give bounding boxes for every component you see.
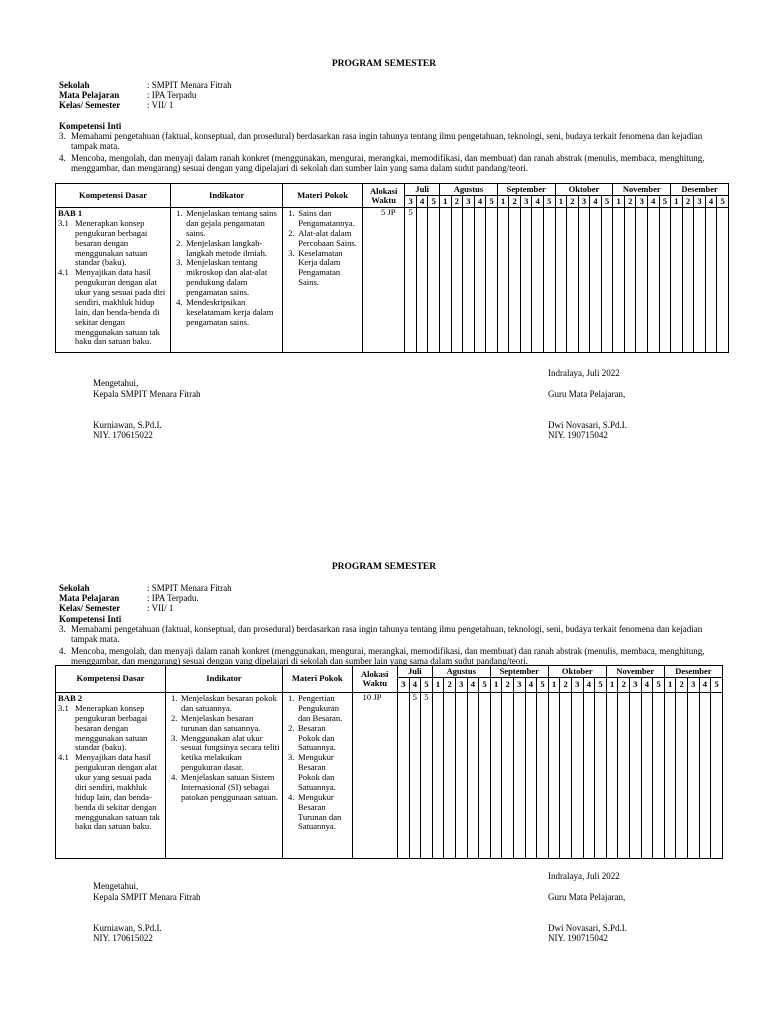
header-week: 5 bbox=[421, 678, 433, 693]
cell-kompetensi-dasar bbox=[56, 693, 166, 859]
kd-item bbox=[58, 753, 163, 832]
ki-text: Mencoba, mengolah, dan menyaji dalam ranah konkret (menggunakan, mengurai, merangkai, memodifikasi, dan membuat) dan ranah abstrak (menulis, membaca, menghitung, menggambar, dan mengarang) sesuai dengan yang dipelajari di sekolah dan sumber lain yang sama dalam sudut pandang/teori. bbox=[71, 645, 705, 667]
header-week: 3 bbox=[578, 196, 590, 208]
week-mark bbox=[479, 693, 491, 859]
header-month: Desember bbox=[671, 184, 729, 196]
week-mark: 5 bbox=[405, 208, 417, 353]
identity-value: : VII/ 1 bbox=[147, 603, 174, 613]
kd-text: Menerapkan konsep pengukuran berbagai besaran dengan menggunakan satuan standar (baku). bbox=[75, 702, 148, 753]
kd-text: Menyajikan data hasil pengukuran dengan alat ukur yang sesuai pada diri sendiri, makhluk hidup lain, dan benda-benda di sekitar dengan menggunakan satuan tak baku dan satuan baku. bbox=[75, 752, 160, 832]
indikator-item bbox=[168, 734, 280, 774]
week-mark bbox=[397, 693, 409, 859]
header-week: 2 bbox=[624, 196, 636, 208]
indikator-number: 1. bbox=[170, 693, 178, 703]
indikator-item bbox=[168, 773, 280, 803]
week-mark bbox=[560, 693, 572, 859]
week-mark bbox=[432, 693, 444, 859]
indikator-number: 2. bbox=[176, 237, 183, 248]
kd-number: 4.1 bbox=[58, 752, 69, 763]
week-mark bbox=[548, 693, 560, 859]
identity-label: Mata Pelajaran bbox=[59, 593, 120, 603]
header-week: 3 bbox=[687, 678, 699, 693]
header-week: 1 bbox=[671, 196, 683, 208]
identity-value: : VII/ 1 bbox=[147, 100, 174, 110]
header-week: 1 bbox=[490, 678, 502, 693]
header-indikator: Indikator bbox=[171, 184, 283, 208]
indikator-item bbox=[168, 714, 280, 734]
ki-item bbox=[59, 646, 719, 667]
week-mark bbox=[653, 693, 665, 859]
identity-value: : IPA Terpadu. bbox=[147, 593, 199, 603]
header-month: Oktober bbox=[548, 666, 606, 678]
week-mark bbox=[676, 693, 688, 859]
header-week: 5 bbox=[537, 678, 549, 693]
week-mark bbox=[571, 693, 583, 859]
ki-number: 4. bbox=[59, 152, 66, 163]
materi-number: 3. bbox=[287, 752, 295, 763]
indikator-text: Menjelaskan besaran pokok dan satuannya. bbox=[180, 693, 277, 713]
identity-label: Kelas/ Semester bbox=[59, 603, 121, 613]
week-mark bbox=[618, 693, 630, 859]
materi-text: Mengukur Besaran Pokok dan Satuannya. bbox=[297, 752, 336, 792]
week-mark bbox=[629, 693, 641, 859]
indikator-number: 4. bbox=[170, 772, 178, 782]
header-week: 1 bbox=[497, 196, 509, 208]
header-week: 4 bbox=[416, 196, 428, 208]
header-week: 5 bbox=[601, 196, 613, 208]
header-week: 2 bbox=[682, 196, 694, 208]
materi-item bbox=[285, 724, 350, 754]
week-mark bbox=[606, 693, 618, 859]
sign-right-name: Dwi Novasari, S.Pd.I. bbox=[548, 420, 627, 430]
ki-number: 3. bbox=[59, 131, 66, 141]
ki-number: 3. bbox=[59, 624, 66, 634]
header-week: 5 bbox=[544, 196, 556, 208]
week-mark bbox=[444, 693, 456, 859]
sign-right-line2: Guru Mata Pelajaran, bbox=[548, 389, 626, 399]
indikator-number: 4. bbox=[176, 296, 183, 307]
header-month: November bbox=[606, 666, 664, 678]
page-title: PROGRAM SEMESTER bbox=[331, 562, 437, 572]
sign-left-line2: Kepala SMPIT Menara Fitrah bbox=[93, 892, 201, 902]
header-week: 1 bbox=[664, 678, 676, 693]
header-week: 2 bbox=[676, 678, 688, 693]
week-mark: 5 bbox=[409, 693, 421, 859]
program-table bbox=[55, 665, 723, 859]
sign-right-niy: NIY. 190715042 bbox=[548, 430, 608, 440]
header-week: 1 bbox=[440, 196, 452, 208]
header-week: 3 bbox=[571, 678, 583, 693]
materi-item bbox=[285, 793, 350, 833]
ki-heading: Kompetensi Inti bbox=[59, 614, 122, 624]
sign-right-line2: Guru Mata Pelajaran, bbox=[548, 892, 626, 902]
header-week: 3 bbox=[629, 678, 641, 693]
header-week: 5 bbox=[479, 678, 491, 693]
header-week: 4 bbox=[705, 196, 717, 208]
ki-number: 4. bbox=[59, 645, 66, 656]
header-week: 4 bbox=[532, 196, 544, 208]
sign-left-name: Kurniawan, S.Pd.I. bbox=[93, 923, 162, 933]
header-week: 5 bbox=[486, 196, 498, 208]
header-week: 5 bbox=[653, 678, 665, 693]
sign-left-name: Kurniawan, S.Pd.I. bbox=[93, 420, 162, 430]
identity-row-sekolah bbox=[59, 583, 232, 593]
indikator-text: Menjelaskan besaran turunan dan satuannya. bbox=[180, 712, 261, 733]
header-week: 1 bbox=[548, 678, 560, 693]
materi-number: 1. bbox=[288, 208, 295, 218]
identity-row-kelas bbox=[59, 603, 173, 613]
header-week: 3 bbox=[694, 196, 706, 208]
header-month: Agustus bbox=[432, 666, 490, 678]
header-week: 2 bbox=[560, 678, 572, 693]
week-mark bbox=[467, 693, 479, 859]
materi-text: Mengukur Besaran Turunan dan Satuannya. bbox=[297, 791, 342, 832]
materi-text: Sains dan Pengamatannya. bbox=[298, 208, 355, 228]
week-mark bbox=[641, 693, 653, 859]
header-week: 5 bbox=[659, 196, 671, 208]
header-week: 5 bbox=[595, 678, 607, 693]
header-week: 4 bbox=[590, 196, 602, 208]
bab-label: BAB 1 bbox=[58, 208, 83, 218]
header-materi-pokok: Materi Pokok bbox=[283, 184, 363, 208]
header-week: 4 bbox=[583, 678, 595, 693]
header-week: 2 bbox=[509, 196, 521, 208]
materi-number: 2. bbox=[288, 227, 295, 238]
kd-text: Menyajikan data hasil pengukuran dengan alat ukur yang sesuai pada diri sendiri, makhluk hidup lain, dan benda-benda di sekitar dengan menggunakan satuan tak baku dan satuan baku. bbox=[75, 267, 166, 347]
week-mark bbox=[490, 693, 502, 859]
week-mark bbox=[583, 693, 595, 859]
week-mark bbox=[711, 693, 723, 859]
week-mark bbox=[699, 693, 711, 859]
identity-label: Mata Pelajaran bbox=[59, 90, 120, 100]
bab-label: BAB 2 bbox=[58, 693, 83, 703]
header-month: November bbox=[613, 184, 671, 196]
week-mark bbox=[537, 693, 549, 859]
indikator-text: Menggunakan alat ukur sesuai fungsinya secara teliti ketika melakukan pengukuran dasar. bbox=[180, 732, 280, 773]
header-week: 4 bbox=[525, 678, 537, 693]
indikator-number: 1. bbox=[176, 208, 183, 218]
sign-left-niy: NIY. 170615022 bbox=[93, 430, 153, 440]
header-week: 5 bbox=[717, 196, 729, 208]
kd-number: 3.1 bbox=[58, 217, 69, 228]
header-month: Desember bbox=[664, 666, 722, 678]
header-week: 2 bbox=[451, 196, 463, 208]
header-alokasi-waktu: Alokasi Waktu bbox=[352, 666, 397, 693]
header-month: September bbox=[497, 184, 555, 196]
sign-left-niy: NIY. 170615022 bbox=[93, 933, 153, 943]
sign-left-line1: Mengetahui, bbox=[93, 378, 139, 388]
header-week: 4 bbox=[699, 678, 711, 693]
header-materi-pokok: Materi Pokok bbox=[282, 666, 352, 693]
week-mark: 5 bbox=[421, 693, 433, 859]
week-mark bbox=[595, 693, 607, 859]
sign-left-line1: Mengetahui, bbox=[93, 881, 139, 891]
header-alokasi-waktu: Alokasi Waktu bbox=[362, 184, 404, 208]
cell-materi-pokok bbox=[282, 693, 352, 859]
indikator-text: Menjelaskan tentang mikroskop dan alat-alat pendukung dalam pengamatan sains. bbox=[186, 257, 268, 297]
kd-item bbox=[58, 704, 163, 753]
materi-number: 1. bbox=[287, 693, 295, 703]
header-month: September bbox=[490, 666, 548, 678]
header-indikator: Indikator bbox=[165, 666, 282, 693]
header-week: 4 bbox=[474, 196, 486, 208]
page-title: PROGRAM SEMESTER bbox=[331, 59, 437, 69]
header-month: Agustus bbox=[440, 184, 498, 196]
header-week: 2 bbox=[567, 196, 579, 208]
header-month: Juli bbox=[405, 184, 440, 196]
identity-label: Kelas/ Semester bbox=[59, 100, 121, 110]
indikator-text: Menjelaskan satuan Sistem Internasional (SI) sebagai patokan penggunaan satuan. bbox=[180, 772, 279, 802]
kd-number: 3.1 bbox=[58, 702, 69, 713]
place-date: Indralaya, Juli 2022 bbox=[548, 368, 620, 378]
sign-right-niy: NIY. 190715042 bbox=[548, 933, 608, 943]
identity-value: : SMPIT Menara Fitrah bbox=[147, 80, 232, 90]
header-month: Juli bbox=[397, 666, 432, 678]
materi-text: Keselamatan Kerja dalam Pengamatan Sains. bbox=[298, 247, 343, 288]
cell-alokasi-waktu: 5 JP bbox=[362, 208, 404, 353]
ki-item bbox=[59, 624, 719, 645]
cell-indikator bbox=[165, 693, 282, 859]
header-week: 3 bbox=[405, 196, 417, 208]
header-week: 1 bbox=[432, 678, 444, 693]
header-week: 4 bbox=[409, 678, 421, 693]
materi-number: 4. bbox=[287, 791, 295, 802]
materi-number: 2. bbox=[287, 722, 295, 733]
kd-number: 4.1 bbox=[58, 267, 69, 278]
indikator-number: 3. bbox=[176, 257, 183, 268]
sign-right-name: Dwi Novasari, S.Pd.I. bbox=[548, 923, 627, 933]
header-week: 3 bbox=[455, 678, 467, 693]
header-kompetensi-dasar: Kompetensi Dasar bbox=[56, 666, 166, 693]
materi-text: Alat-alat dalam Percobaan Sains. bbox=[298, 227, 357, 248]
identity-value: : SMPIT Menara Fitrah bbox=[147, 583, 232, 593]
ki-text: Mencoba, mengolah, dan menyaji dalam ranah konkret (menggunakan, mengurai, merangkai, memodifikasi, dan membuat) dan ranah abstrak (menulis, membaca, menghitung, menggambar, dan mengarang) sesuai dengan yang dipelajari di sekolah dan sumber lain yang sama dalam sudut pandang/teori. bbox=[71, 152, 705, 174]
header-week: 5 bbox=[711, 678, 723, 693]
header-week: 2 bbox=[618, 678, 630, 693]
identity-label: Sekolah bbox=[59, 583, 90, 593]
sign-left-line2: Kepala SMPIT Menara Fitrah bbox=[93, 389, 201, 399]
indikator-item bbox=[168, 694, 280, 714]
header-month: Oktober bbox=[555, 184, 613, 196]
indikator-number: 3. bbox=[170, 732, 178, 743]
materi-number: 3. bbox=[288, 247, 295, 258]
identity-value: : IPA Terpadu bbox=[147, 90, 197, 100]
cell-alokasi-waktu: 10 JP bbox=[352, 693, 397, 859]
header-week: 4 bbox=[648, 196, 660, 208]
ki-list bbox=[59, 624, 719, 666]
week-mark bbox=[687, 693, 699, 859]
ki-text: Memahami pengetahuan (faktual, konseptual, dan prosedural) berdasarkan rasa ingin tahunya tentang ilmu pengetahuan, teknologi, seni, budaya terkait fenomena dan kejadian tampak mata. bbox=[71, 624, 703, 645]
header-week: 4 bbox=[467, 678, 479, 693]
materi-text: Besaran Pokok dan Satuannya. bbox=[297, 722, 336, 753]
indikator-text: Menjelaskan langkah-langkah metode ilmiah. bbox=[186, 237, 268, 258]
materi-item bbox=[285, 694, 350, 724]
header-week: 5 bbox=[428, 196, 440, 208]
materi-item bbox=[285, 753, 350, 793]
materi-text: Pengertian Pengukuran dan Besaran. bbox=[297, 693, 343, 723]
identity-row-mapel bbox=[59, 593, 199, 603]
header-week: 4 bbox=[641, 678, 653, 693]
header-week: 1 bbox=[613, 196, 625, 208]
header-week: 3 bbox=[520, 196, 532, 208]
indikator-number: 2. bbox=[170, 712, 178, 723]
ki-text: Memahami pengetahuan (faktual, konseptual, dan prosedural) berdasarkan rasa ingin tahunya tentang ilmu pengetahuan, teknologi, seni, budaya terkait fenomena dan kejadian tampak mata. bbox=[71, 131, 703, 152]
header-week: 3 bbox=[513, 678, 525, 693]
header-week: 2 bbox=[502, 678, 514, 693]
identity-label: Sekolah bbox=[59, 80, 90, 90]
header-week: 3 bbox=[636, 196, 648, 208]
week-mark bbox=[525, 693, 537, 859]
header-week: 3 bbox=[463, 196, 475, 208]
place-date: Indralaya, Juli 2022 bbox=[548, 871, 620, 881]
indikator-text: Mendeskripsikan keselatamam kerja dalam pengamatan sains. bbox=[186, 296, 274, 327]
header-week: 1 bbox=[606, 678, 618, 693]
week-mark bbox=[455, 693, 467, 859]
week-mark bbox=[502, 693, 514, 859]
indikator-text: Menjelaskan tentang sains dan gejala pengamatan sains. bbox=[186, 208, 277, 238]
week-mark bbox=[513, 693, 525, 859]
header-week: 1 bbox=[555, 196, 567, 208]
header-kompetensi-dasar: Kompetensi Dasar bbox=[56, 184, 171, 208]
week-mark bbox=[664, 693, 676, 859]
kd-text: Menerapkan konsep pengukuran berbagai besaran dengan menggunakan satuan standar (baku). bbox=[75, 217, 148, 268]
header-week: 3 bbox=[397, 678, 409, 693]
header-week: 2 bbox=[444, 678, 456, 693]
ki-heading: Kompetensi Inti bbox=[59, 121, 122, 131]
